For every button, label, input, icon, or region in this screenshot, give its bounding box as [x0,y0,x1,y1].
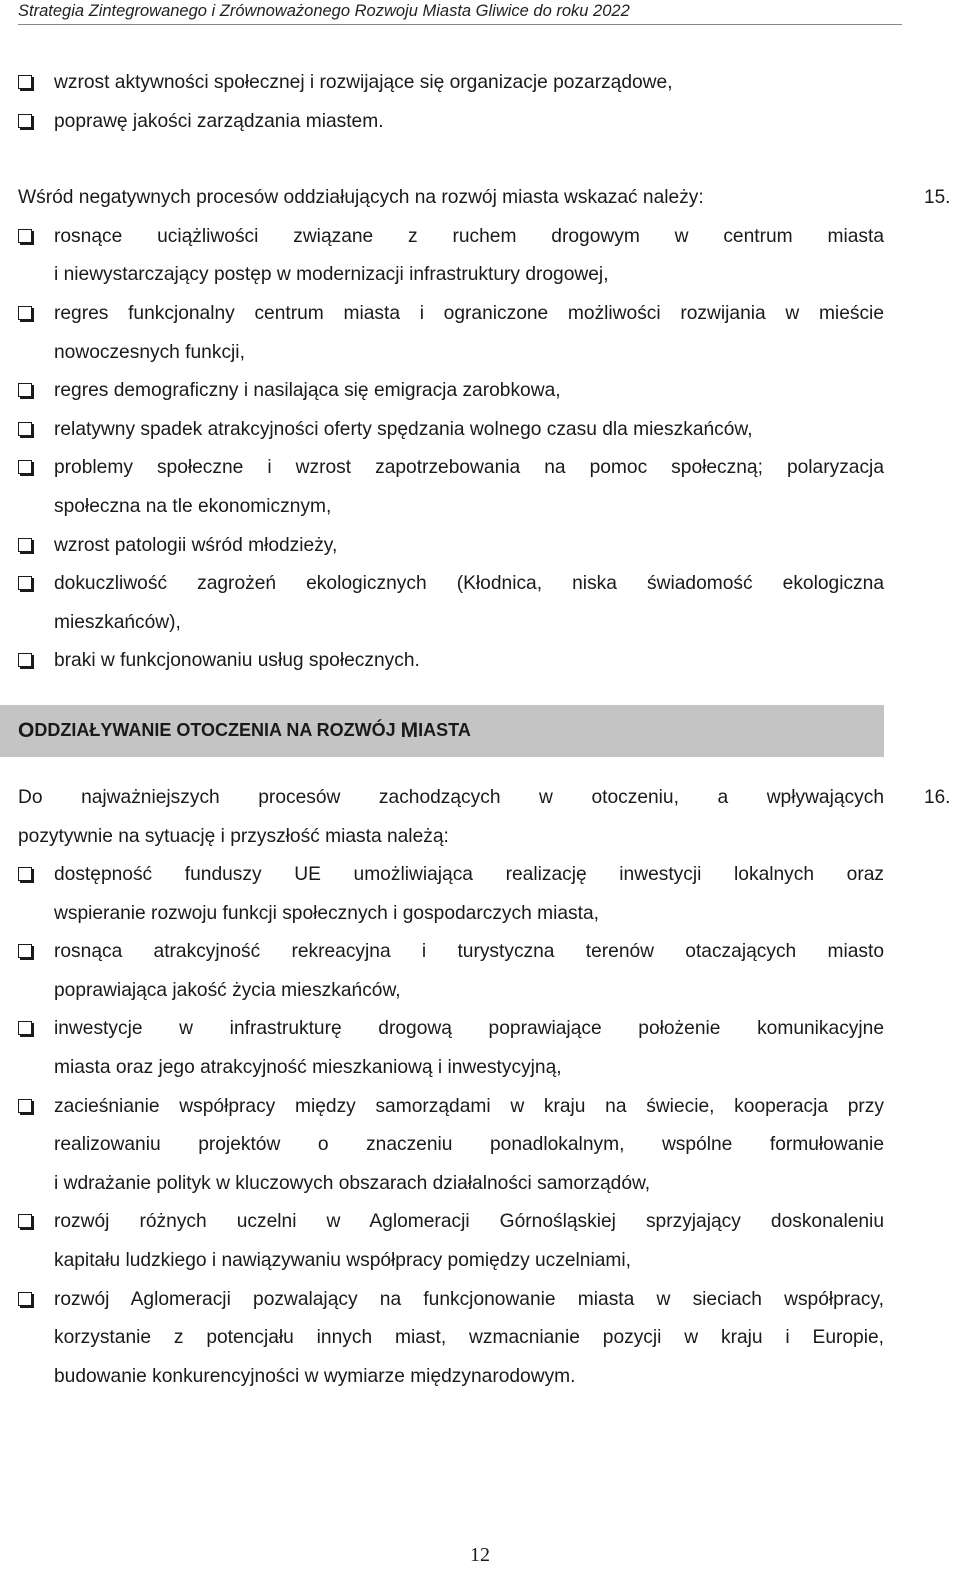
list-item-line: korzystanie z potencjału innych miast, wzmacnianie pozycji w kraju i Europie, [54,1327,884,1349]
bullet-list-negative [18,218,884,681]
checkbox-bullet-icon [18,422,32,436]
list-item [18,449,884,526]
section-heading-cap-m: M [400,718,419,742]
list-item-line: dostępność funduszy UE umożliwiająca realizację inwestycji lokalnych oraz [54,864,884,886]
list-item-line: nowoczesnych funkcji, [54,341,245,363]
bullet-list-top [18,64,884,141]
list-item [18,411,884,450]
checkbox-bullet-icon [18,75,32,89]
list-item [18,565,884,642]
list-item-line: braki w funkcjonowaniu usług społecznych. [54,650,420,672]
list-item [18,103,884,142]
checkbox-bullet-icon [18,1021,32,1035]
checkbox-bullet-icon [18,383,32,397]
list-item-line: rozwój Aglomeracji pozwalający na funkcjonowanie miasta w sieciach współpracy, [54,1288,884,1310]
paragraph-16-line-1: Do najważniejszych procesów zachodzących w otoczeniu, a wpływających [18,786,884,808]
list-item-line: mieszkańców), [54,611,181,633]
checkbox-bullet-icon [18,653,32,667]
list-item-line: wzrost aktywności społecznej i rozwijające się organizacje pozarządowe, [54,72,673,93]
list-item-line: problemy społeczne i wzrost zapotrzebowania na pomoc społeczną; polaryzacja [54,457,884,479]
checkbox-bullet-icon [18,538,32,552]
list-item-line: i niewystarczający postęp w modernizacji infrastruktury drogowej, [54,264,609,286]
list-item-line: społeczna na tle ekonomicznym, [54,495,332,517]
list-item-line: kapitału ludzkiego i nawiązywaniu współpracy pomiędzy uczelniami, [54,1250,631,1272]
checkbox-bullet-icon [18,460,32,474]
list-item-line: miasta oraz jego atrakcyjność mieszkaniową i inwestycyjną, [54,1057,562,1079]
list-item-line: budowanie konkurencyjności w wymiarze międzynarodowym. [54,1365,576,1387]
list-item [18,1010,884,1087]
list-item [18,1088,884,1204]
checkbox-bullet-icon [18,229,32,243]
list-item-line: i wdrażanie polityk w kluczowych obszarach działalności samorządów, [54,1172,651,1194]
list-item-line: regres funkcjonalny centrum miasta i ograniczone możliwości rozwijania w mieście [54,302,884,324]
list-item-line: realizowaniu projektów o znaczeniu ponadlokalnym, wspólne formułowanie [54,1134,884,1156]
running-header: Strategia Zintegrowanego i Zrównoważonego Rozwoju Miasta Gliwice do roku 2022 [18,0,902,25]
checkbox-bullet-icon [18,1214,32,1228]
checkbox-bullet-icon [18,306,32,320]
document-body [18,64,951,1396]
section-heading-part-1: DDZIAŁYWANIE OTOCZENIA NA ROZWÓJ [34,720,401,741]
list-item [18,64,884,103]
list-item-line: regres demograficzny i nasilająca się emigracja zarobkowa, [54,380,561,402]
paragraph-16-line-2: pozytywnie na sytuację i przyszłość miasta należą: [18,825,449,847]
list-item-line: poprawę jakości zarządzania miastem. [54,110,384,132]
list-item [18,372,884,411]
section-heading-part-2: IASTA [418,720,471,741]
checkbox-bullet-icon [18,1292,32,1306]
checkbox-bullet-icon [18,114,32,128]
list-item [18,527,884,566]
list-item [18,295,884,372]
paragraph-16 [18,779,951,856]
list-item [18,856,884,933]
list-item-line: rozwój różnych uczelni w Aglomeracji Górnośląskiej sprzyjający doskonaleniu [54,1211,884,1233]
paragraph-15 [18,179,951,218]
checkbox-bullet-icon [18,944,32,958]
list-item-line: dokuczliwość zagrożeń ekologicznych (Kłodnica, niska świadomość ekologiczna [54,573,884,595]
list-item-line: zacieśnianie współpracy między samorządami w kraju na świecie, kooperacja przy [54,1095,884,1117]
checkbox-bullet-icon [18,1099,32,1113]
list-item [18,1281,884,1397]
bullet-list-positive [18,856,884,1396]
list-item-line: inwestycje w infrastrukturę drogową poprawiające położenie komunikacyjne [54,1018,884,1040]
section-heading-cap-o: O [18,718,35,742]
list-item-line: relatywny spadek atrakcyjności oferty spędzania wolnego czasu dla mieszkańców, [54,418,753,440]
section-heading [0,705,884,757]
list-item [18,218,884,295]
paragraph-number-15: 15. [924,187,951,209]
list-item-line: poprawiająca jakość życia mieszkańców, [54,979,401,1001]
list-item-line: wzrost patologii wśród młodzieży, [54,534,338,556]
paragraph-15-text: Wśród negatywnych procesów oddziałujących na rozwój miasta wskazać należy: [18,187,704,209]
checkbox-bullet-icon [18,867,32,881]
list-item [18,933,884,1010]
list-item [18,1203,884,1280]
list-item-line: rosnące uciążliwości związane z ruchem drogowym w centrum miasta [54,225,884,247]
list-item [18,642,884,681]
list-item-line: rosnąca atrakcyjność rekreacyjna i turystyczna terenów otaczających miasto [54,941,884,963]
list-item-line: wspieranie rozwoju funkcji społecznych i gospodarczych miasta, [54,902,599,924]
paragraph-number-16: 16. [924,786,951,808]
checkbox-bullet-icon [18,576,32,590]
page-number: 12 [470,1544,490,1566]
